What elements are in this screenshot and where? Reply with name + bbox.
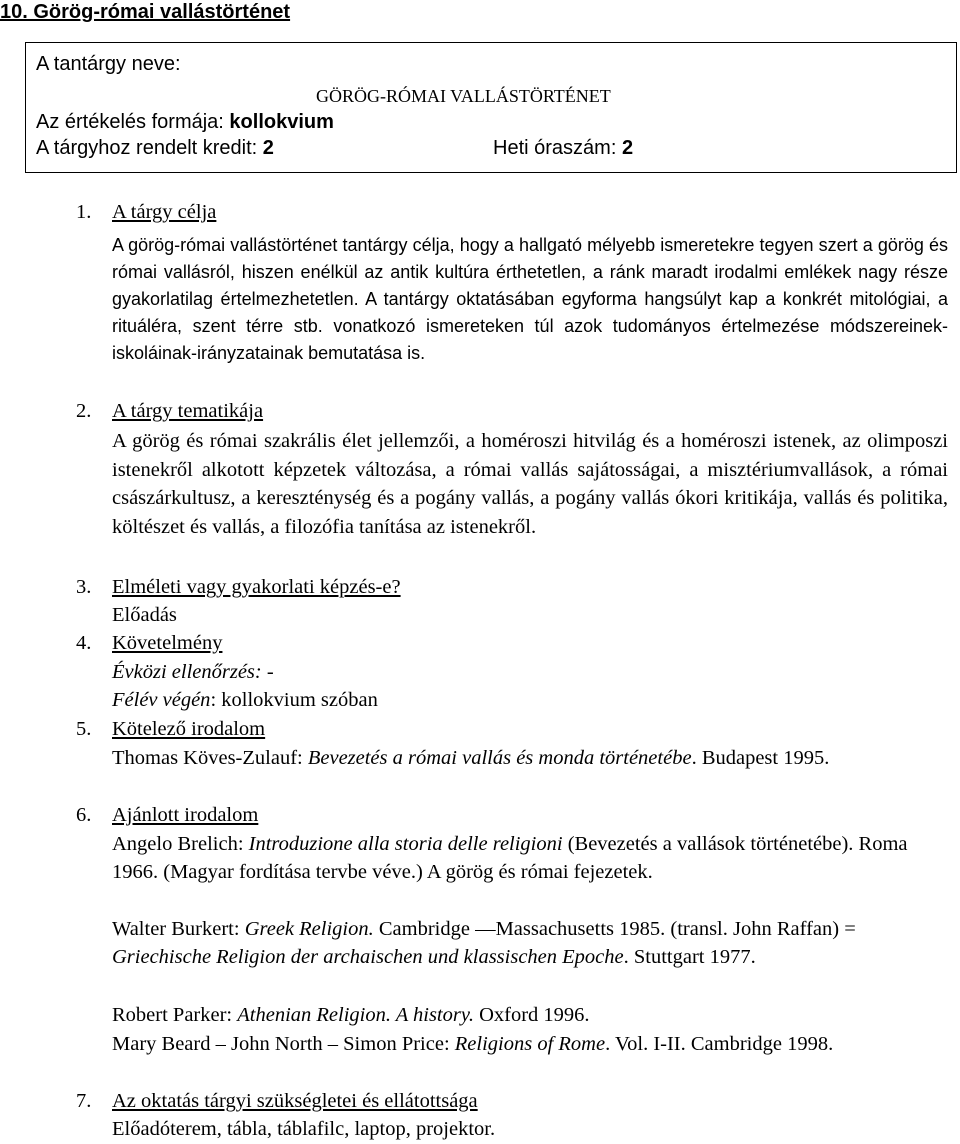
recommended-reference-2 <box>112 915 942 971</box>
reference-author: Angelo Brelich: <box>112 833 249 855</box>
section-title: Ajánlott irodalom <box>112 804 259 826</box>
subject-name: GÖRÖG-RÓMAI VALLÁSTÖRTÉNET <box>316 86 611 106</box>
final-row <box>112 686 378 714</box>
midterm-label: Évközi ellenőrzés: <box>112 661 262 683</box>
reference-author: Walter Burkert: <box>112 918 245 940</box>
reference-title-2: Griechische Religion der archaischen und klassischen Epoche <box>112 946 624 968</box>
credit-label: A tárgyhoz rendelt kredit: <box>36 137 258 159</box>
evaluation-value: kollokvium <box>229 111 334 133</box>
recommended-reference-3 <box>112 1001 942 1029</box>
reference-rest: . Budapest 1995. <box>691 747 830 769</box>
weekly-hours-value: 2 <box>621 137 634 159</box>
evaluation-row <box>36 109 334 135</box>
recommended-reference-1 <box>112 830 912 886</box>
reference-title: Introduzione alla storia delle religioni <box>248 833 563 855</box>
midterm-row <box>112 658 274 686</box>
reference-title: Bevezetés a római vallás és monda történetébe <box>307 747 692 769</box>
section-7-text: Előadóterem, tábla, táblafilc, laptop, projektor. <box>112 1118 496 1140</box>
section-number: 4. <box>76 632 92 654</box>
section-1-text: A görög-római vallástörténet tantárgy célja, hogy a hallgató mélyebb ismeretekre tegyen szert a görög és római vallásról, hiszen enélkül az antik kultúra érthetetlen, a ránk maradt irodalmi emlékek nagy része gyakorlatilag értelmezhetetlen. A tantárgy oktatásában egyforma hangsúlyt kap a konkrét mitológiai, a rituáléra, szent térre stb. vonatkozó ismereteken túl azok tudományos értelmezése módszereinek-iskoláinak-irányzatainak bemutatása is. <box>112 235 948 363</box>
evaluation-label: Az értékelés formája: <box>36 111 224 133</box>
section-2-text: A görög és római szakrális élet jellemzői, a homéroszi hitvilág és a homéroszi istenek, az olimposzi istenekről alkotott képzetek változása, a római vallás sajátosságai, a misztériumvallások, a római császárkultusz, a kereszténység és a pogány vallás, a pogány vallás ókori kritikája, vallás és politika, költészet és vallás, a filozófia tanítása az istenekről. <box>112 430 948 538</box>
section-1-heading <box>76 198 216 226</box>
reference-rest: . Stuttgart 1977. <box>623 946 756 968</box>
section-number: 5. <box>76 718 92 740</box>
section-title: Az oktatás tárgyi szükségletei és ellátottsága <box>112 1090 478 1112</box>
recommended-reference-4 <box>112 1030 942 1058</box>
section-title: A tárgy tematikája <box>112 400 264 422</box>
document-heading: 10. Görög-római vallástörténet <box>0 1 291 23</box>
section-title: Kötelező irodalom <box>112 718 266 740</box>
section-title: Követelmény <box>112 632 223 654</box>
section-3-heading <box>76 573 401 601</box>
reference-rest: (Bevezetés a vallások történetébe). Roma 1966. (Magyar fordítása tervbe véve.) A görög és római fejezetek. <box>112 833 908 883</box>
reference-rest: Oxford 1996. <box>473 1004 590 1026</box>
course-info-box <box>25 42 957 173</box>
reference-author: Robert Parker: <box>112 1004 238 1026</box>
section-title: A tárgy célja <box>112 201 217 223</box>
section-number: 6. <box>76 804 92 826</box>
section-number: 7. <box>76 1090 92 1112</box>
midterm-value: - <box>261 661 274 683</box>
section-number: 2. <box>76 400 92 422</box>
reference-title: Athenian Religion. A history. <box>237 1004 474 1026</box>
section-4-heading <box>76 629 222 657</box>
reference-author: Mary Beard – John North – Simon Price: <box>112 1033 455 1055</box>
section-number: 1. <box>76 201 92 223</box>
section-6-heading <box>76 801 258 829</box>
section-3-text: Előadás <box>112 604 177 626</box>
section-number: 3. <box>76 576 92 598</box>
final-value: : kollokvium szóban <box>210 689 378 711</box>
section-title: Elméleti vagy gyakorlati képzés-e? <box>112 576 401 598</box>
reference-rest: . Vol. I-II. Cambridge 1998. <box>605 1033 834 1055</box>
subject-name-label: A tantárgy neve: <box>36 53 181 75</box>
reference-title: Religions of Rome <box>454 1033 606 1055</box>
credit-value: 2 <box>262 137 274 159</box>
credit-row <box>36 135 736 161</box>
reference-author: Thomas Köves-Zulauf: <box>112 747 308 769</box>
reference-title: Greek Religion. <box>244 918 374 940</box>
section-7-heading <box>76 1087 478 1115</box>
required-reference <box>112 744 942 772</box>
section-2-heading <box>76 397 263 425</box>
section-5-heading <box>76 715 265 743</box>
weekly-hours-label: Heti óraszám: <box>493 137 617 159</box>
reference-mid: Cambridge —Massachusetts 1985. (transl. John Raffan) = <box>373 918 856 940</box>
final-label: Félév végén <box>112 689 211 711</box>
weekly-hours <box>493 135 633 161</box>
